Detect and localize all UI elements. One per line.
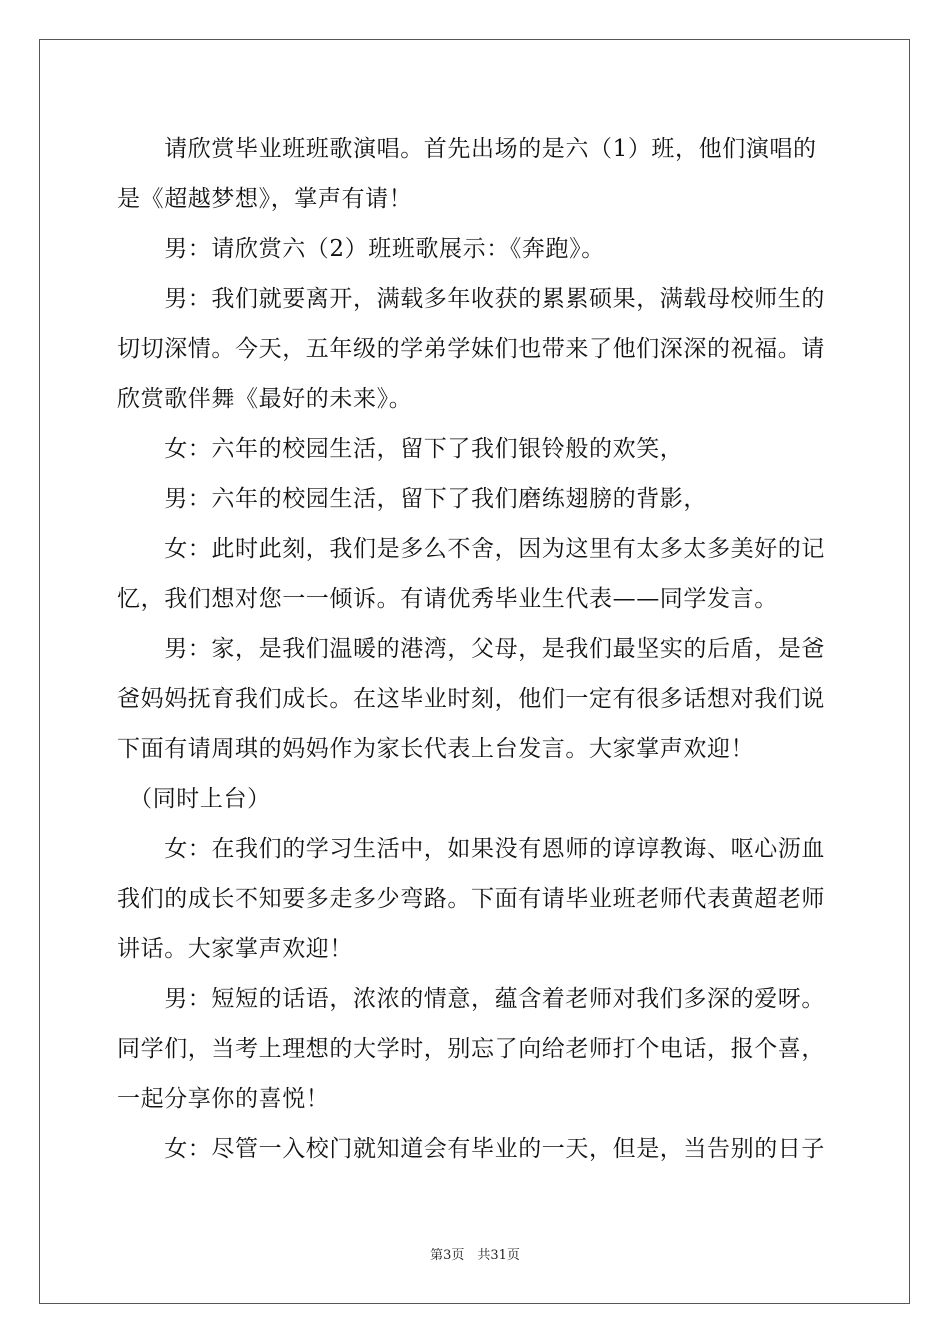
text-line: 爸妈妈抚育我们成长。在这毕业时刻，他们一定有很多话想对我们说 (117, 686, 825, 712)
text-line: 男：我们就要离开，满载多年收获的累累硕果，满载母校师生的 (117, 286, 825, 312)
text-line: 男：家，是我们温暖的港湾，父母，是我们最坚实的后盾，是爸 (117, 636, 825, 662)
text-line: 同学们，当考上理想的大学时，别忘了向给老师打个电话，报个喜， (117, 1036, 825, 1062)
text-line: 女：此时此刻，我们是多么不舍，因为这里有太多太多美好的记 (117, 536, 825, 562)
text-line: 男：请欣赏六（2）班班歌展示：《奔跑》。 (117, 236, 605, 262)
text-line: 一起分享你的喜悦！ (117, 1086, 330, 1112)
text-line: 忆，我们想对您一一倾诉。有请优秀毕业生代表——同学发言。 (117, 586, 778, 612)
text-line: 讲话。大家掌声欢迎！ (117, 936, 353, 962)
text-line: 女：六年的校园生活，留下了我们银铃般的欢笑， (117, 436, 684, 462)
text-line: 男：六年的校园生活，留下了我们磨练翅膀的背影， (117, 486, 707, 512)
text-line: 下面有请周琪的妈妈作为家长代表上台发言。大家掌声欢迎！ (117, 736, 755, 762)
text-line: 女：在我们的学习生活中，如果没有恩师的谆谆教诲、呕心沥血 (117, 836, 825, 862)
text-line: 请欣赏毕业班班歌演唱。首先出场的是六（1）班，他们演唱的 (117, 136, 817, 162)
text-line: 男：短短的话语，浓浓的情意，蕴含着老师对我们多深的爱呀。 (117, 986, 825, 1012)
page-border (39, 39, 910, 1304)
text-line: 是《超越梦想》，掌声有请！ (117, 186, 413, 212)
text-line: （同时上台） (117, 786, 271, 812)
text-line: 我们的成长不知要多走多少弯路。下面有请毕业班老师代表黄超老师 (117, 886, 825, 912)
text-line: 女：尽管一入校门就知道会有毕业的一天，但是，当告别的日子 (117, 1136, 825, 1162)
page-number-footer: 第3页 共31页 (430, 1248, 520, 1263)
text-line: 切切深情。今天，五年级的学弟学妹们也带来了他们深深的祝福。请 (117, 336, 825, 362)
text-line: 欣赏歌伴舞《最好的未来》。 (117, 386, 413, 412)
